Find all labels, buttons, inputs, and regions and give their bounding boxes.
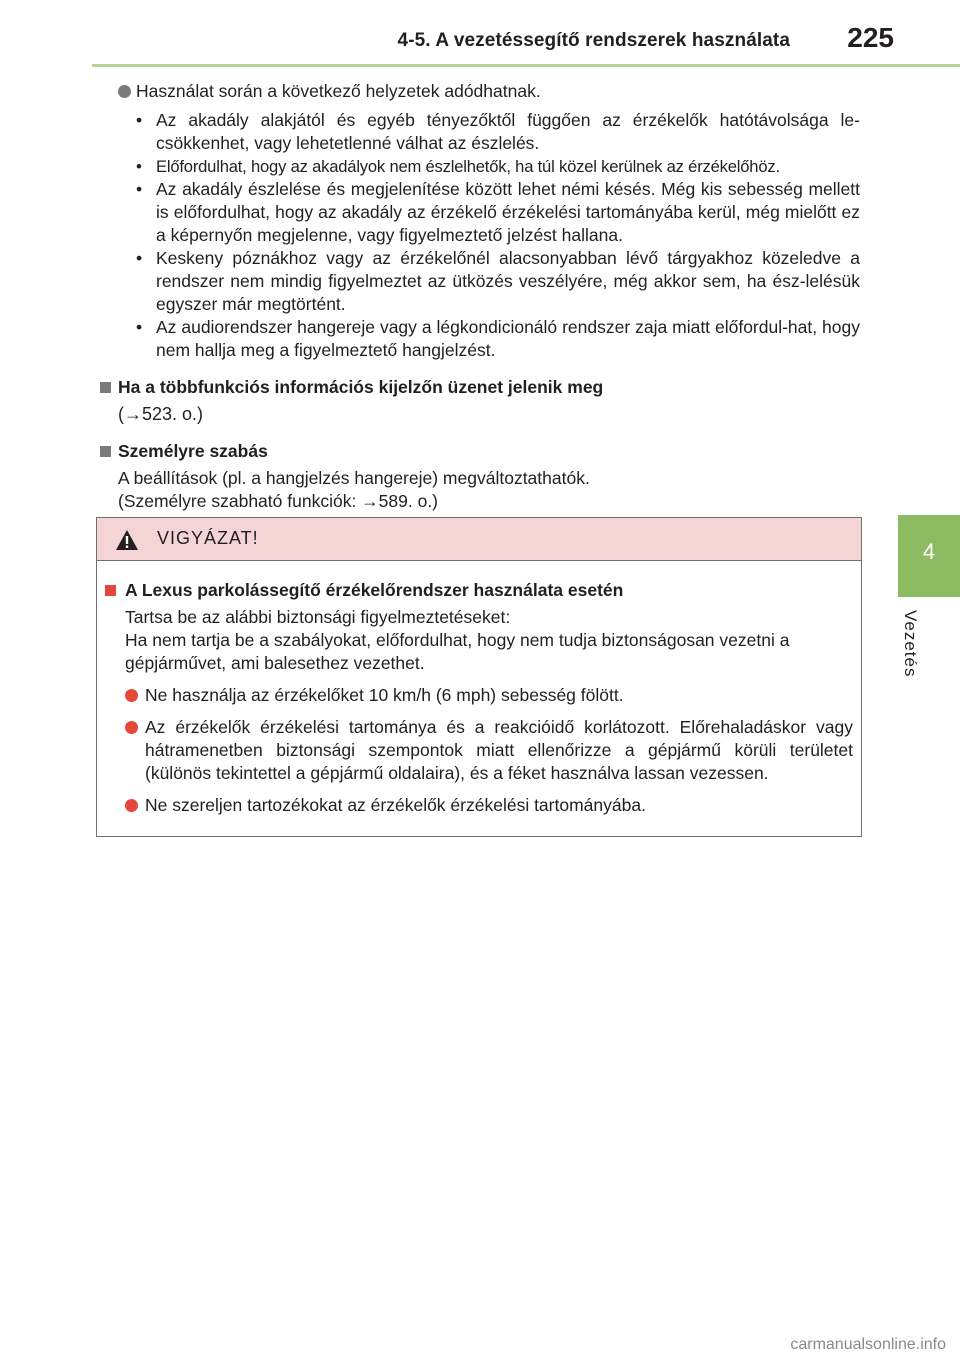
situation-list: [100, 109, 860, 362]
list-item: [136, 316, 860, 362]
list-item-text: Az akadály észlelése és megjelenítése között lehet némi késés. Még kis sebesség mellett is előfordulhat, hogy az akadály az érzékelő érzékelési tartományába kerül, még mielőtt ez a képernyőn megjelenne, vagy figyelmeztető jelzést hallana.: [156, 179, 860, 245]
bullet-marker: •: [136, 179, 143, 199]
warning-bullet-text: Ne szereljen tartozékokat az érzékelők érzékelési tartományába.: [145, 795, 646, 815]
list-item: [136, 109, 860, 155]
header-rule: [92, 64, 960, 67]
page-header: [0, 0, 960, 70]
red-dot-icon: [125, 721, 138, 734]
gray-square-icon: [100, 382, 111, 393]
warning-body: [97, 561, 861, 817]
page-reference: (→523. o.): [118, 404, 204, 424]
customization-text: [100, 467, 860, 513]
bullet-marker: •: [136, 157, 142, 176]
list-item-text: Az audiorendszer hangereje vagy a légkondicionáló rendszer zaja miatt előfordul-hat, hogy nem hallja meg a figyelmeztető hangjelzést.: [156, 317, 860, 360]
main-content: [100, 80, 860, 513]
intro-bullet-text: Használat során a következő helyzetek adódhatnak.: [136, 81, 541, 101]
red-square-icon: [105, 585, 116, 596]
section-heading-message: [100, 376, 860, 399]
warning-bullet: [105, 684, 853, 707]
customization-line: A beállítások (pl. a hangjelzés hangereje) megváltoztathatók.: [118, 468, 590, 488]
page-number: 225: [847, 22, 894, 53]
chapter-title: 4-5. A vezetéssegítő rendszerek használata: [397, 30, 790, 51]
chapter-side-label-text: Vezetés: [901, 610, 920, 678]
section-heading-text: Ha a többfunkciós információs kijelzőn üzenet jelenik meg: [118, 377, 604, 397]
list-item: [136, 155, 860, 178]
watermark: carmanualsonline.info: [790, 1336, 946, 1353]
warning-bullet: [105, 716, 853, 785]
chapter-tab-number: 4: [922, 539, 936, 564]
list-item-text: Az akadály alakjától és egyéb tényezőktől függően az érzékelők hatótávolsága le-csökkenhet, vagy lehetetlenné válhat az észlelés.: [156, 110, 860, 153]
list-item-text: Előfordulhat, hogy az akadályok nem észlelhetők, ha túl közel kerülnek az érzékelőhöz.: [156, 157, 780, 176]
warning-box: [96, 517, 862, 837]
bullet-marker: •: [136, 110, 143, 130]
warning-heading-text: A Lexus parkolássegítő érzékelőrendszer használata esetén: [125, 580, 624, 600]
warning-bullet: [105, 794, 853, 817]
warning-intro-line: Tartsa be az alábbi biztonsági figyelmeztetéseket:: [125, 607, 511, 627]
warning-intro-line: Ha nem tartja be a szabályokat, előfordulhat, hogy nem tudja biztonságosan vezetni a gépjárművet, ami balesethez vezethet.: [125, 630, 790, 673]
warning-heading: [105, 579, 853, 602]
gray-square-icon: [100, 446, 111, 457]
gray-dot-icon: [118, 85, 131, 98]
section-heading-text: Személyre szabás: [118, 441, 268, 461]
chapter-tab: [898, 515, 960, 597]
list-item: [136, 178, 860, 247]
warning-triangle-icon: [115, 529, 139, 551]
warning-header: [97, 518, 861, 561]
red-dot-icon: [125, 799, 138, 812]
bullet-marker: •: [136, 317, 143, 337]
warning-title: VIGYÁZAT!: [157, 528, 259, 548]
red-dot-icon: [125, 689, 138, 702]
bullet-marker: •: [136, 248, 143, 268]
customization-line: (Személyre szabható funkciók: →589. o.): [118, 491, 439, 511]
warning-bullet-text: Ne használja az érzékelőket 10 km/h (6 mph) sebesség fölött.: [145, 685, 624, 705]
warning-bullet-text: Az érzékelők érzékelési tartománya és a reakcióidő korlátozott. Előrehaladáskor vagy hátramenetben biztonsági szempontok miatt ellenőrizze a gépjármű körüli területet (különös tekintettel a gépjármű oldalaira), és a féket használva lassan vezessen.: [145, 717, 853, 783]
list-item-text: Keskeny póznákhoz vagy az érzékelőnél alacsonyabban lévő tárgyakhoz közeledve a rendszer nem mindig figyelmeztet az ütközés veszélyére, még akkor sem, ha ész-lelésük egyszer már megtörtént.: [156, 248, 860, 314]
section-heading-customization: [100, 440, 860, 463]
chapter-side-label: [901, 610, 940, 700]
list-item: [136, 247, 860, 316]
warning-intro: [105, 606, 853, 675]
intro-bullet: [100, 80, 860, 103]
